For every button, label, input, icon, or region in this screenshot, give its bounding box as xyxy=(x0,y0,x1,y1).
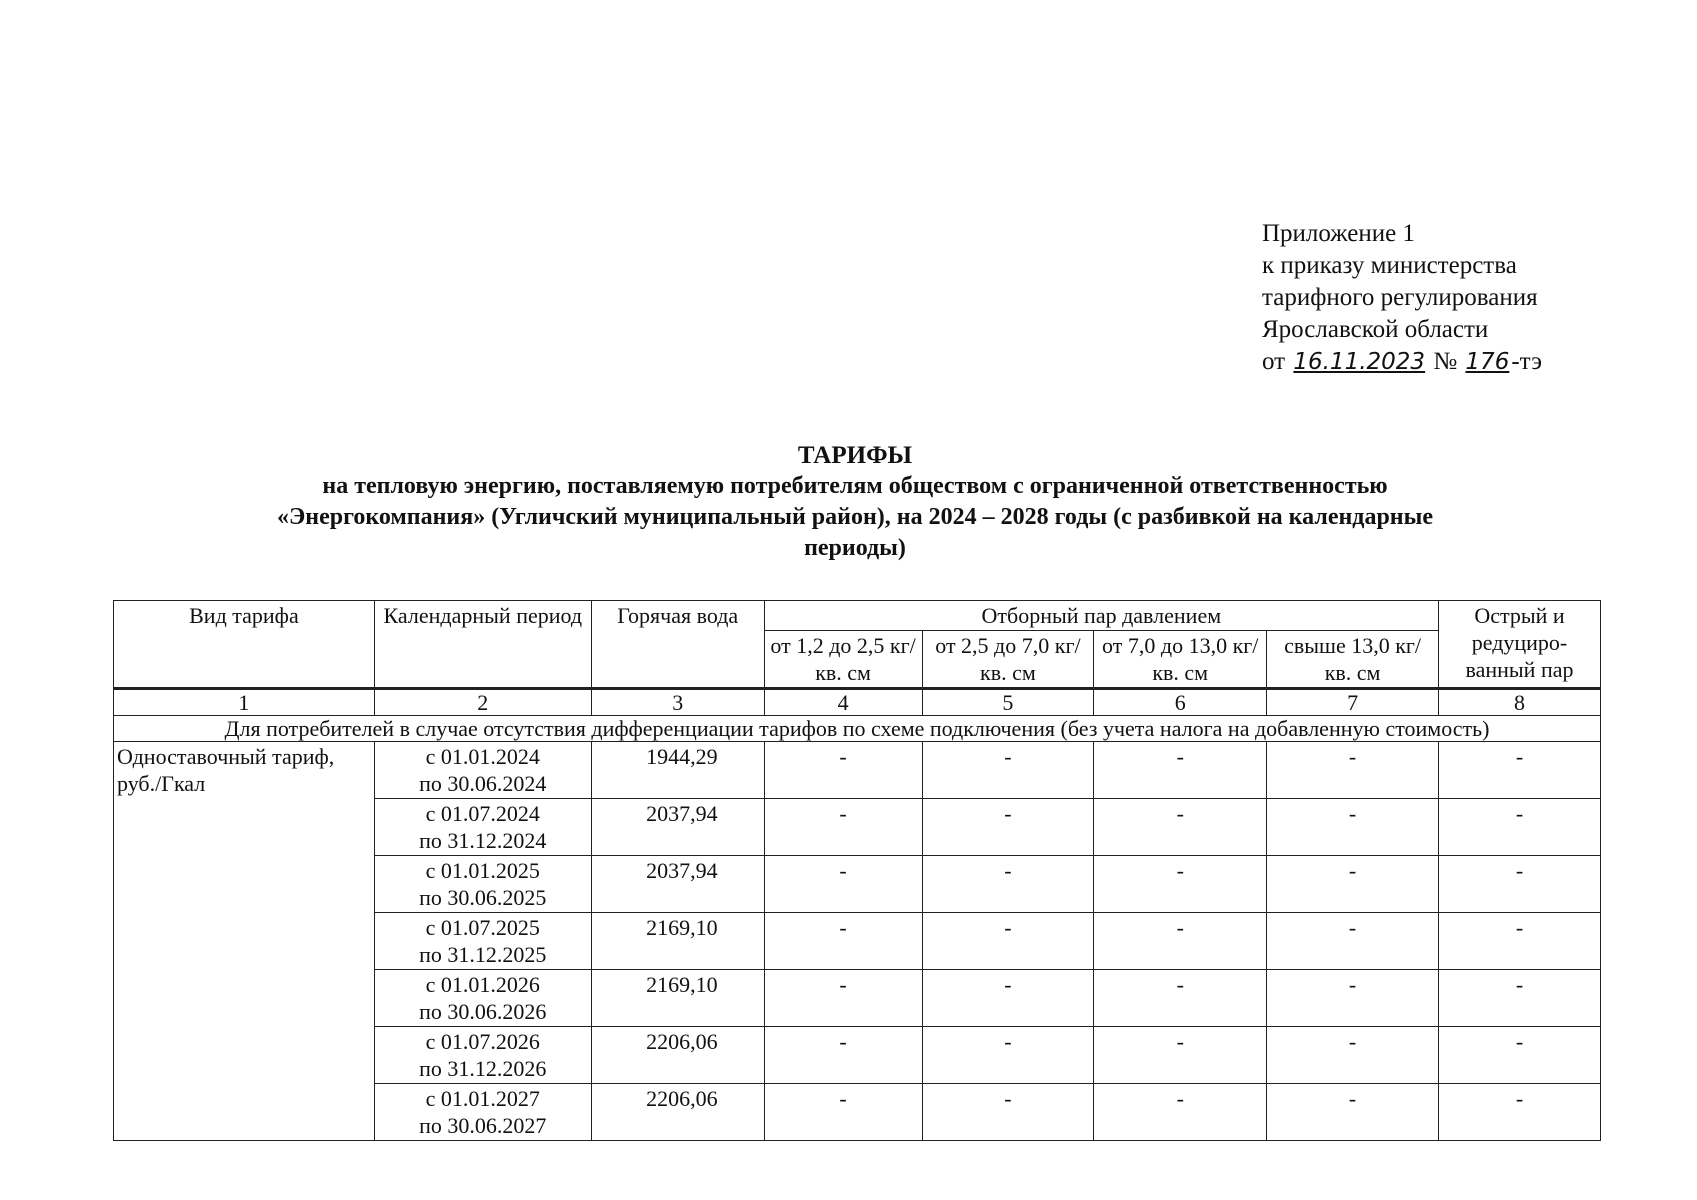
hot-water-value: 2169,10 xyxy=(591,970,764,1027)
steam-1-value: - xyxy=(764,1084,922,1141)
column-number: 6 xyxy=(1094,689,1267,716)
hot-water-value: 2037,94 xyxy=(591,856,764,913)
steam-4-value: - xyxy=(1267,856,1439,913)
steam-2-value: - xyxy=(922,1084,1094,1141)
steam-4-value: - xyxy=(1267,799,1439,856)
steam-1-value: - xyxy=(764,856,922,913)
hot-water-value: 2206,06 xyxy=(591,1027,764,1084)
appendix-from-label: от xyxy=(1262,348,1286,375)
steam-2-value: - xyxy=(922,799,1094,856)
appendix-date: 16.11.2023 xyxy=(1293,349,1426,375)
header-tariff-type: Вид тарифа xyxy=(114,601,375,689)
table-row xyxy=(114,742,1601,799)
title-line-2: «Энергокомпания» (Угличский муниципальный район), на 2024 – 2028 годы (с разбивкой на календарные xyxy=(276,504,1434,530)
sharp-steam-value: - xyxy=(1439,1084,1601,1141)
steam-1-value: - xyxy=(764,1027,922,1084)
period-to: по 31.12.2026 xyxy=(419,1056,547,1081)
appendix-number-label: № xyxy=(1433,348,1458,375)
period-from: с 01.01.2026 xyxy=(425,972,540,997)
period-to: по 31.12.2025 xyxy=(419,942,547,967)
steam-2-value: - xyxy=(922,970,1094,1027)
appendix-line-3: тарифного регулирования xyxy=(1262,284,1538,311)
period-from: с 01.07.2024 xyxy=(425,801,540,826)
header-steam-4: свыше 13,0 кг/ кв. см xyxy=(1267,631,1439,689)
column-number-row xyxy=(114,689,1601,716)
column-number: 8 xyxy=(1439,689,1601,716)
period-to: по 30.06.2027 xyxy=(419,1113,547,1138)
header-sharp-steam: Острый и редуциро-ванный пар xyxy=(1439,601,1601,689)
title-line-3: периоды) xyxy=(804,535,906,561)
title-line-1: на тепловую энергию, поставляемую потребителям обществом с ограниченной ответственностью xyxy=(322,473,1388,499)
period-from: с 01.01.2027 xyxy=(425,1086,540,1111)
steam-3-value: - xyxy=(1094,913,1267,970)
steam-1-value: - xyxy=(764,742,922,799)
period-to: по 30.06.2025 xyxy=(419,885,547,910)
steam-3-value: - xyxy=(1094,742,1267,799)
period-to: по 30.06.2024 xyxy=(419,771,547,796)
column-number: 5 xyxy=(922,689,1094,716)
appendix-line-1: Приложение 1 xyxy=(1262,220,1415,247)
column-number: 4 xyxy=(764,689,922,716)
steam-4-value: - xyxy=(1267,1084,1439,1141)
steam-1-value: - xyxy=(764,970,922,1027)
period-from: с 01.01.2024 xyxy=(425,744,540,769)
period-to: по 30.06.2026 xyxy=(419,999,547,1024)
steam-3-value: - xyxy=(1094,856,1267,913)
tariff-table xyxy=(113,600,1601,1141)
period-cell xyxy=(374,913,591,970)
sharp-steam-value: - xyxy=(1439,970,1601,1027)
appendix-line-2: к приказу министерства xyxy=(1262,252,1517,279)
period-cell xyxy=(374,970,591,1027)
sharp-steam-value: - xyxy=(1439,1027,1601,1084)
steam-1-value: - xyxy=(764,799,922,856)
hot-water-value: 2037,94 xyxy=(591,799,764,856)
period-cell xyxy=(374,1027,591,1084)
column-number: 3 xyxy=(591,689,764,716)
appendix-block xyxy=(1262,218,1542,378)
sharp-steam-value: - xyxy=(1439,742,1601,799)
column-number: 7 xyxy=(1267,689,1439,716)
steam-3-value: - xyxy=(1094,970,1267,1027)
steam-3-value: - xyxy=(1094,1027,1267,1084)
period-from: с 01.07.2026 xyxy=(425,1029,540,1054)
appendix-order-line xyxy=(1262,346,1542,378)
sharp-steam-value: - xyxy=(1439,856,1601,913)
sharp-steam-value: - xyxy=(1439,799,1601,856)
appendix-number: 176 xyxy=(1465,349,1510,375)
sharp-steam-value: - xyxy=(1439,913,1601,970)
document-title xyxy=(130,440,1580,564)
hot-water-value: 2169,10 xyxy=(591,913,764,970)
header-steam-group: Отборный пар давлением xyxy=(764,601,1438,631)
steam-2-value: - xyxy=(922,1027,1094,1084)
header-row-1 xyxy=(114,601,1601,631)
steam-2-value: - xyxy=(922,913,1094,970)
column-number: 1 xyxy=(114,689,375,716)
steam-4-value: - xyxy=(1267,970,1439,1027)
period-cell xyxy=(374,742,591,799)
period-from: с 01.01.2025 xyxy=(425,858,540,883)
header-period: Календарный период xyxy=(374,601,591,689)
tariff-label: Одноставочный тариф, руб./Гкал xyxy=(114,742,375,1141)
appendix-suffix: -тэ xyxy=(1511,348,1542,375)
steam-2-value: - xyxy=(922,742,1094,799)
hot-water-value: 1944,29 xyxy=(591,742,764,799)
steam-4-value: - xyxy=(1267,1027,1439,1084)
steam-4-value: - xyxy=(1267,742,1439,799)
header-steam-2: от 2,5 до 7,0 кг/ кв. см xyxy=(922,631,1094,689)
period-to: по 31.12.2024 xyxy=(419,828,547,853)
period-cell xyxy=(374,799,591,856)
steam-2-value: - xyxy=(922,856,1094,913)
period-from: с 01.07.2025 xyxy=(425,915,540,940)
steam-1-value: - xyxy=(764,913,922,970)
steam-3-value: - xyxy=(1094,799,1267,856)
steam-3-value: - xyxy=(1094,1084,1267,1141)
section-row xyxy=(114,716,1601,742)
appendix-line-4: Ярославской области xyxy=(1262,316,1489,343)
header-steam-1: от 1,2 до 2,5 кг/ кв. см xyxy=(764,631,922,689)
period-cell xyxy=(374,1084,591,1141)
steam-4-value: - xyxy=(1267,913,1439,970)
header-hot-water: Горячая вода xyxy=(591,601,764,689)
column-number: 2 xyxy=(374,689,591,716)
header-steam-3: от 7,0 до 13,0 кг/ кв. см xyxy=(1094,631,1267,689)
title-heading: ТАРИФЫ xyxy=(797,442,913,469)
hot-water-value: 2206,06 xyxy=(591,1084,764,1141)
period-cell xyxy=(374,856,591,913)
section-title: Для потребителей в случае отсутствия дифференциации тарифов по схеме подключения (без учета налога на добавленную стоимость) xyxy=(114,716,1601,742)
